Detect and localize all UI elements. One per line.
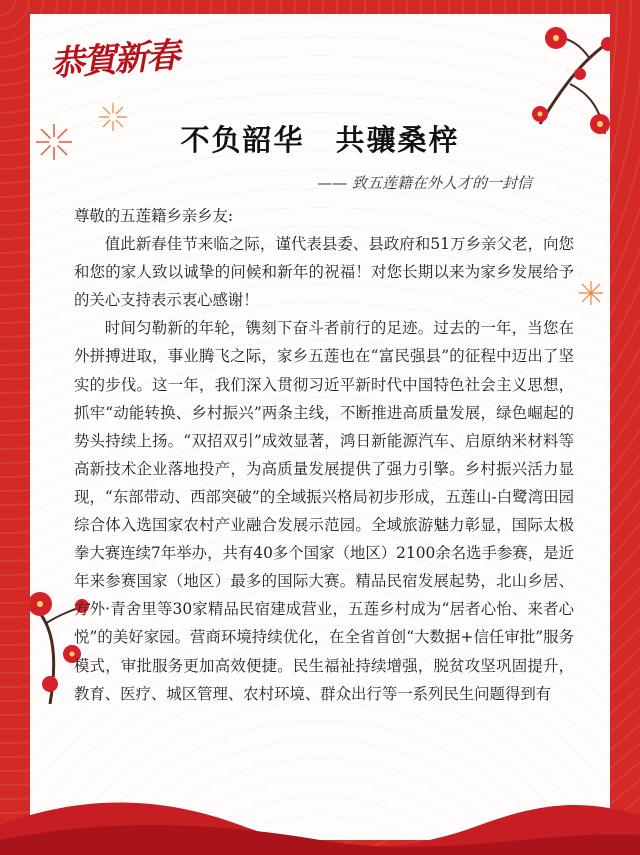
letter-paragraph: 值此新春佳节来临之际，谨代表县委、县政府和51万乡亲父老，向您和您的家人致以诚挚的问候和新年的祝福！对您长期以来为家乡发展给予的关心支持表示衷心感谢！ — [74, 235, 574, 310]
letter-body — [74, 202, 574, 708]
new-year-logo: 恭賀新春 — [49, 35, 180, 85]
firework-decoration-right-icon — [578, 280, 604, 306]
letter-subtitle: —— 致五莲籍在外人才的一封信 — [317, 174, 532, 192]
letter-greeting: 尊敬的五莲籍乡亲乡友: — [74, 207, 234, 225]
letter-paper — [30, 14, 610, 840]
letter-paragraph: 时间匀勒新的年轮，镌刻下奋斗者前行的足迹。过去的一年，当您在外拼搏进取，事业腾飞之际，家乡五莲也在“富民强县”的征程中迈出了坚实的步伐。这一年，我们深入贯彻习近平新时代中国特色社会主义思想，抓牢“动能转换、乡村振兴”两条主线，不断推进高质量发展，绿色崛起的势头持续上扬。“双招双引”成效显著，鸿日新能源汽车、启原纳米材料等高新技术企业落地投产，为高质量发展提供了强力引擎。乡村振兴活力显现，“东部带动、西部突破”的全域振兴格局初步形成，五莲山-白鹭湾田园综合体入选国家农村产业融合发展示范园。全域旅游魅力彰显，国际太极拳大赛连续7年举办，共有40多个国家（地区）2100余名选手参赛，是近年来参赛国家（地区）最多的国际大赛。精品民宿发展起势，北山乡居、方外·青舍里等30家精品民宿建成营业，五莲乡村成为“居者心怡、来者心悦”的美好家园。营商环境持续优化，在全省首创“大数据+信任审批”服务模式，审批服务更加高效便捷。民生福祉持续增强，脱贫攻坚巩固提升，教育、医疗、城区管理、农村环境、群众出行等一系列民生问题得到有 — [74, 319, 574, 703]
letter-title: 不负韶华 共骧桑梓 — [180, 123, 460, 157]
bottom-wave-decoration — [0, 785, 640, 855]
